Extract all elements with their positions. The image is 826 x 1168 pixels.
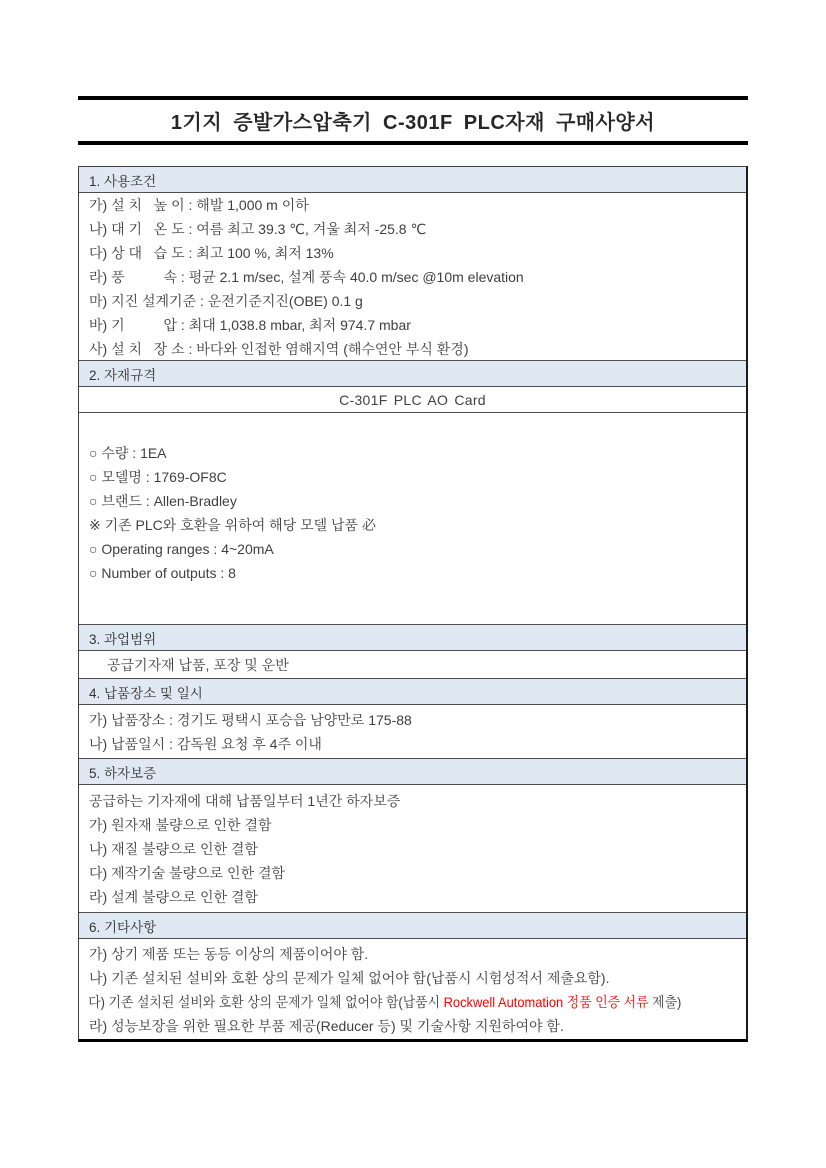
title-block: [78, 96, 748, 145]
section-header-scope-of-work: 3. 과업범위: [79, 625, 746, 651]
section-body-material-spec: [79, 413, 746, 625]
usage-line-install-height: 가) 설 치 높 이 : 해발 1,000 m 이하: [89, 197, 309, 213]
other-line-genuine-certificate-suffix: 제출): [648, 994, 682, 1010]
spec-line-quantity: ○ 수량 : 1EA: [89, 445, 167, 461]
usage-line-relative-humidity: 다) 상 대 습 도 : 최고 100 %, 최저 13%: [89, 245, 334, 261]
section-header-usage-conditions: 1. 사용조건: [79, 167, 746, 193]
section-body-scope-of-work: [79, 651, 746, 679]
spec-line-model-number: ○ 모델명 : 1769-OF8C: [89, 469, 227, 485]
usage-line-wind-speed: 라) 풍 속 : 평균 2.1 m/sec, 설계 풍속 40.0 m/sec @10m elevation: [89, 269, 524, 285]
section-body-warranty: [79, 785, 746, 913]
warranty-line-manufacturing: 다) 제작기술 불량으로 인한 결함: [89, 865, 286, 881]
other-line-equivalent-product: 가) 상기 제품 또는 동등 이상의 제품이어야 함.: [89, 946, 369, 962]
section-header-other-notes: 6. 기타사항: [79, 913, 746, 939]
warranty-line-period: 공급하는 기자재에 대해 납품일부터 1년간 하자보증: [89, 793, 401, 809]
section-header-warranty: 5. 하자보증: [79, 759, 746, 785]
usage-line-install-location: 사) 설 치 장 소 : 바다와 인접한 염해지역 (해수연안 부식 환경): [89, 341, 469, 357]
warranty-line-material-quality: 나) 재질 불량으로 인한 결함: [89, 841, 258, 857]
warranty-line-raw-material: 가) 원자재 불량으로 인한 결함: [89, 817, 272, 833]
other-line-genuine-certificate-highlight: Rockwell Automation 정품 인증 서류: [443, 994, 649, 1010]
spec-line-number-of-outputs: ○ Number of outputs : 8: [89, 565, 236, 581]
spec-model-name: C-301F PLC AO Card: [79, 387, 746, 413]
spec-line-brand: ○ 브랜드 : Allen-Bradley: [89, 493, 237, 509]
section-body-delivery: [79, 705, 746, 759]
section-body-other-notes: [79, 939, 746, 1039]
warranty-line-design: 라) 설계 불량으로 인한 결함: [89, 889, 258, 905]
section-header-material-spec: 2. 자재규격: [79, 361, 746, 387]
specification-document: [78, 96, 748, 1042]
other-line-genuine-certificate-prefix: 다) 기존 설치된 설비와 호환 상의 문제가 일체 없어야 함(납품시: [88, 994, 444, 1010]
other-line-compatibility-test-report: 나) 기존 설치된 설비와 호환 상의 문제가 일체 없어야 함(납품시 시험성적서 제출요함).: [89, 970, 610, 986]
spec-line-compatibility-note: ※ 기존 PLC와 호환을 위하여 해당 모델 납품 必: [89, 517, 376, 533]
spec-table: [78, 166, 748, 1042]
usage-line-ambient-temp: 나) 대 기 온 도 : 여름 최고 39.3 ℃, 겨울 최저 -25.8 ℃: [89, 221, 427, 237]
other-line-performance-support: 라) 성능보장을 위한 필요한 부품 제공(Reducer 등) 및 기술사항 지원하여야 함.: [89, 1018, 564, 1034]
scope-line-supply: 공급기자재 납품, 포장 및 운반: [107, 656, 289, 673]
section-header-delivery: 4. 납품장소 및 일시: [79, 679, 746, 705]
delivery-line-place: 가) 납품장소 : 경기도 평택시 포승읍 남양만로 175-88: [89, 712, 412, 728]
other-line-genuine-certificate: [79, 990, 693, 1014]
delivery-line-date: 나) 납품일시 : 감독원 요청 후 4주 이내: [89, 736, 322, 752]
page-title: 1기지 증발가스압축기 C-301F PLC자재 구매사양서: [170, 112, 656, 134]
section-body-usage-conditions: [79, 193, 746, 361]
usage-line-pressure: 바) 기 압 : 최대 1,038.8 mbar, 최저 974.7 mbar: [89, 317, 411, 333]
spec-line-operating-ranges: ○ Operating ranges : 4~20mA: [89, 541, 274, 557]
usage-line-seismic-design: 마) 지진 설계기준 : 운전기준지진(OBE) 0.1 g: [89, 293, 363, 309]
